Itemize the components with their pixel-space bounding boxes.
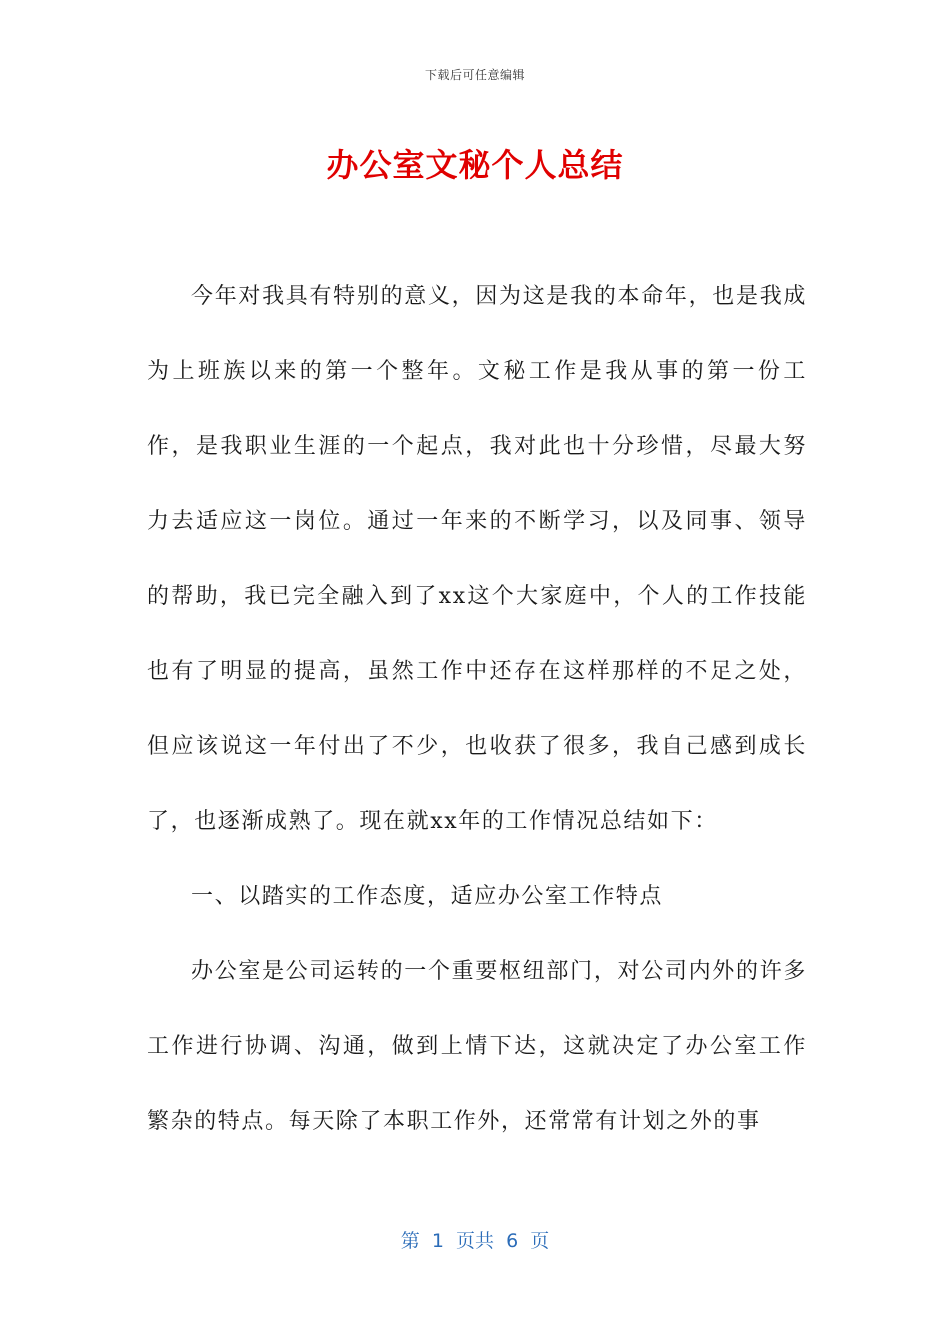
document-body [147,259,807,1159]
page-number-footer: 第 1 页共 6 页 [400,1230,550,1252]
header-note: 下载后可任意编辑 [424,68,525,82]
paragraph-section-1: 办公室是公司运转的一个重要枢纽部门，对公司内外的许多工作进行协调、沟通，做到上情下达，这就决定了办公室工作繁杂的特点。每天除了本职工作外，还常常有计划之外的事 [147,959,807,1134]
section-heading-1: 一、以踏实的工作态度，适应办公室工作特点 [191,884,664,909]
paragraph-intro: 今年对我具有特别的意义，因为这是我的本命年，也是我成为上班族以来的第一个整年。文秘工作是我从事的第一份工作，是我职业生涯的一个起点，我对此也十分珍惜，尽最大努力去适应这一岗位。通过一年来的不断学习，以及同事、领导的帮助，我已完全融入到了xx这个大家庭中，个人的工作技能也有了明显的提高，虽然工作中还存在这样那样的不足之处，但应该说这一年付出了不少，也收获了很多，我自己感到成长了，也逐渐成熟了。现在就xx年的工作情况总结如下： [147,284,807,834]
document-title: 办公室文秘个人总结 [326,146,624,184]
